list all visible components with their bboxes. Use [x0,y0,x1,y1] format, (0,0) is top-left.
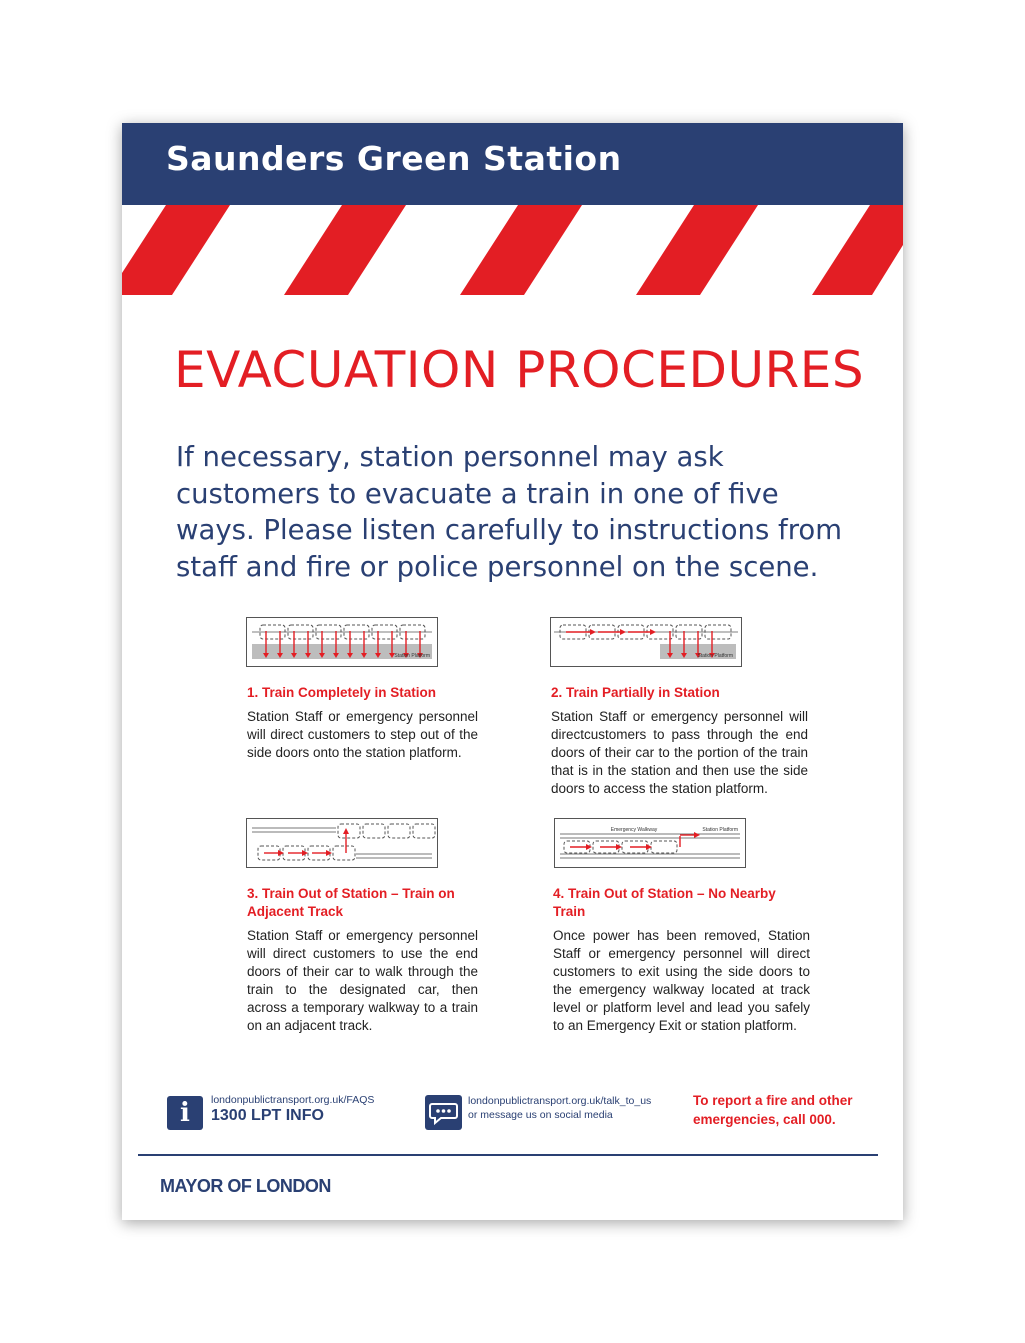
talk-to-us-block[interactable] [468,1094,651,1122]
diagram-1-label: Station Platform [394,653,430,659]
mayor-of-london-logo: MAYOR OF LONDON [160,1176,331,1196]
step-3-text: Station Staff or emergency personnel will direct customers to use the end doors of their car to walk through the train to the designated car, then across a temporary walkway to a train on an adjacent track. [247,928,478,1033]
footer-divider [138,1154,878,1156]
station-name: Saunders Green Station [166,139,622,178]
emergency-line-2: emergencies, call 000. [693,1112,836,1127]
step-2-title: 2. Train Partially in Station [551,685,720,700]
info-icon: i [167,1096,203,1130]
emergency-line-1: To report a fire and other [693,1093,853,1108]
step-4-title: 4. Train Out of Station – No Nearby Train [553,886,776,919]
step-1-title: 1. Train Completely in Station [247,685,437,700]
talk-to-us-link[interactable]: londonpublictransport.org.uk/talk_to_us [468,1095,652,1107]
main-title: EVACUATION PROCEDURES [174,341,865,399]
hazard-stripes [122,205,903,295]
step-1-text: Station Staff or emergency personnel will direct customers to step out of the side doors onto the station platform. [247,709,478,760]
phone-number: 1300 LPT INFO [211,1107,324,1124]
diagram-4-walkway-label: Emergency Walkway [610,827,658,833]
step-4-text: Once power has been removed, Station Staff or emergency personnel will direct customers to exit using the side doors to the emergency walkway located at track level or platform level and lead you safely to an Emergency Exit or station platform. [553,928,810,1033]
diagram-adjacent-track [246,818,438,868]
evacuation-poster [122,123,903,1220]
header-bar [122,123,903,205]
social-media-text: or message us on social media [468,1109,613,1121]
step-3-title: 3. Train Out of Station – Train on Adjacent Track [247,886,455,919]
intro-paragraph: If necessary, station personnel may ask customers to evacuate a train in one of five ways. Please listen carefully to instructions from staff and fire or police personnel on the scene. [176,441,843,583]
faq-link[interactable]: londonpublictransport.org.uk/FAQS [211,1094,375,1106]
step-2-text: Station Staff or emergency personnel will directcustomers to pass through the end doors of their car to the portion of the train that is in the station and then use the side doors to access the station platform. [551,709,808,796]
emergency-notice [693,1091,853,1129]
chat-bubble-icon [425,1095,462,1130]
diagram-train-partially [550,617,742,667]
diagram-4-platform-label: Station Platform [702,827,738,833]
diagram-train-in-station [246,617,438,667]
diagram-2-label: Station Platform [697,653,733,659]
diagram-emergency-walkway [554,818,746,868]
